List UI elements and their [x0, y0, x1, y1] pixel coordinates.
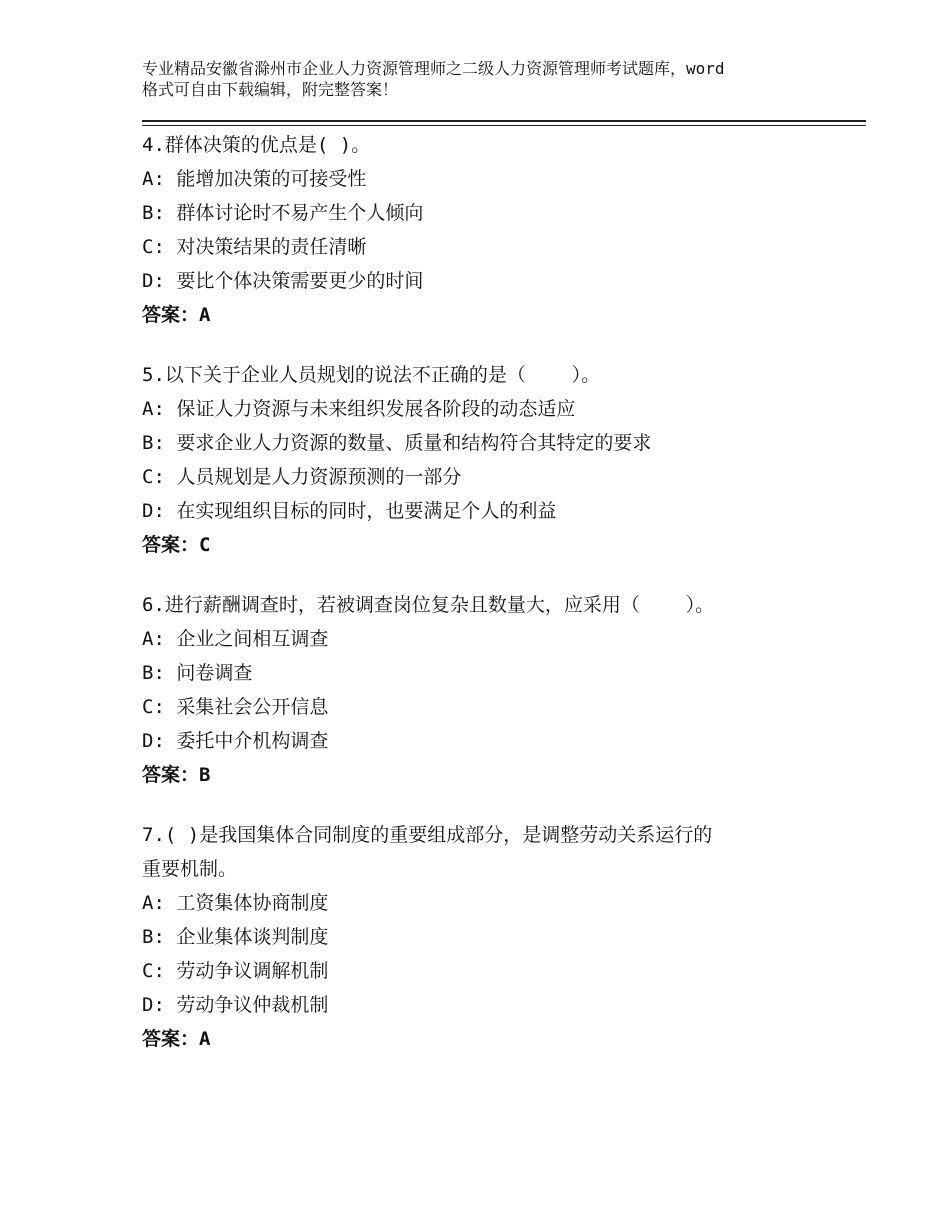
- header-line-1: 专业精品安徽省滁州市企业人力资源管理师之二级人力资源管理师考试题库，word: [142, 59, 725, 78]
- question-option: B: 群体讨论时不易产生个人倾向: [142, 202, 424, 224]
- question-option: C: 人员规划是人力资源预测的一部分: [142, 466, 462, 488]
- question-option: C: 劳动争议调解机制: [142, 960, 329, 982]
- answer-value: A: [199, 1028, 211, 1050]
- question-answer: [142, 758, 822, 792]
- question-option: A: 能增加决策的可接受性: [142, 168, 367, 190]
- question-stem: 5.以下关于企业人员规划的说法不正确的是（ ）。: [142, 364, 601, 386]
- answer-label: 答案：: [142, 764, 200, 786]
- question-option: C: 采集社会公开信息: [142, 696, 329, 718]
- question-stem: 重要机制。: [142, 858, 238, 880]
- question-option: D: 委托中介机构调查: [142, 730, 329, 752]
- question-answer: [142, 528, 822, 562]
- question-option: C: 对决策结果的责任清晰: [142, 236, 367, 258]
- question-option: D: 要比个体决策需要更少的时间: [142, 270, 424, 292]
- answer-value: B: [199, 764, 211, 786]
- question-option: A: 工资集体协商制度: [142, 892, 329, 914]
- question-stem: 4.群体决策的优点是( )。: [142, 134, 371, 156]
- question-option: B: 企业集体谈判制度: [142, 926, 329, 948]
- header-rule-thick: [142, 120, 866, 122]
- question-item: [142, 128, 822, 332]
- question-stem: 6.进行薪酬调查时，若被调查岗位复杂且数量大，应采用（ ）。: [142, 594, 715, 616]
- answer-label: 答案：: [142, 534, 200, 556]
- question-option: B: 问卷调查: [142, 662, 253, 684]
- question-item: [142, 818, 822, 1056]
- header-line-2: 格式可自由下载编辑，附完整答案！: [142, 80, 399, 99]
- answer-value: C: [199, 534, 211, 556]
- answer-label: 答案：: [142, 1028, 200, 1050]
- question-item: [142, 358, 822, 562]
- question-stem: 7.( )是我国集体合同制度的重要组成部分，是调整劳动关系运行的: [142, 824, 713, 846]
- question-option: A: 保证人力资源与未来组织发展各阶段的动态适应: [142, 398, 576, 420]
- document-header: [142, 58, 832, 100]
- answer-value: A: [199, 304, 211, 326]
- question-answer: [142, 1022, 822, 1056]
- question-option: D: 在实现组织目标的同时，也要满足个人的利益: [142, 500, 557, 522]
- question-list: [142, 128, 822, 1056]
- question-item: [142, 588, 822, 792]
- header-rule-thin: [142, 125, 866, 126]
- question-option: A: 企业之间相互调查: [142, 628, 329, 650]
- question-option: B: 要求企业人力资源的数量、质量和结构符合其特定的要求: [142, 432, 652, 454]
- question-option: D: 劳动争议仲裁机制: [142, 994, 329, 1016]
- question-answer: [142, 298, 822, 332]
- answer-label: 答案：: [142, 304, 200, 326]
